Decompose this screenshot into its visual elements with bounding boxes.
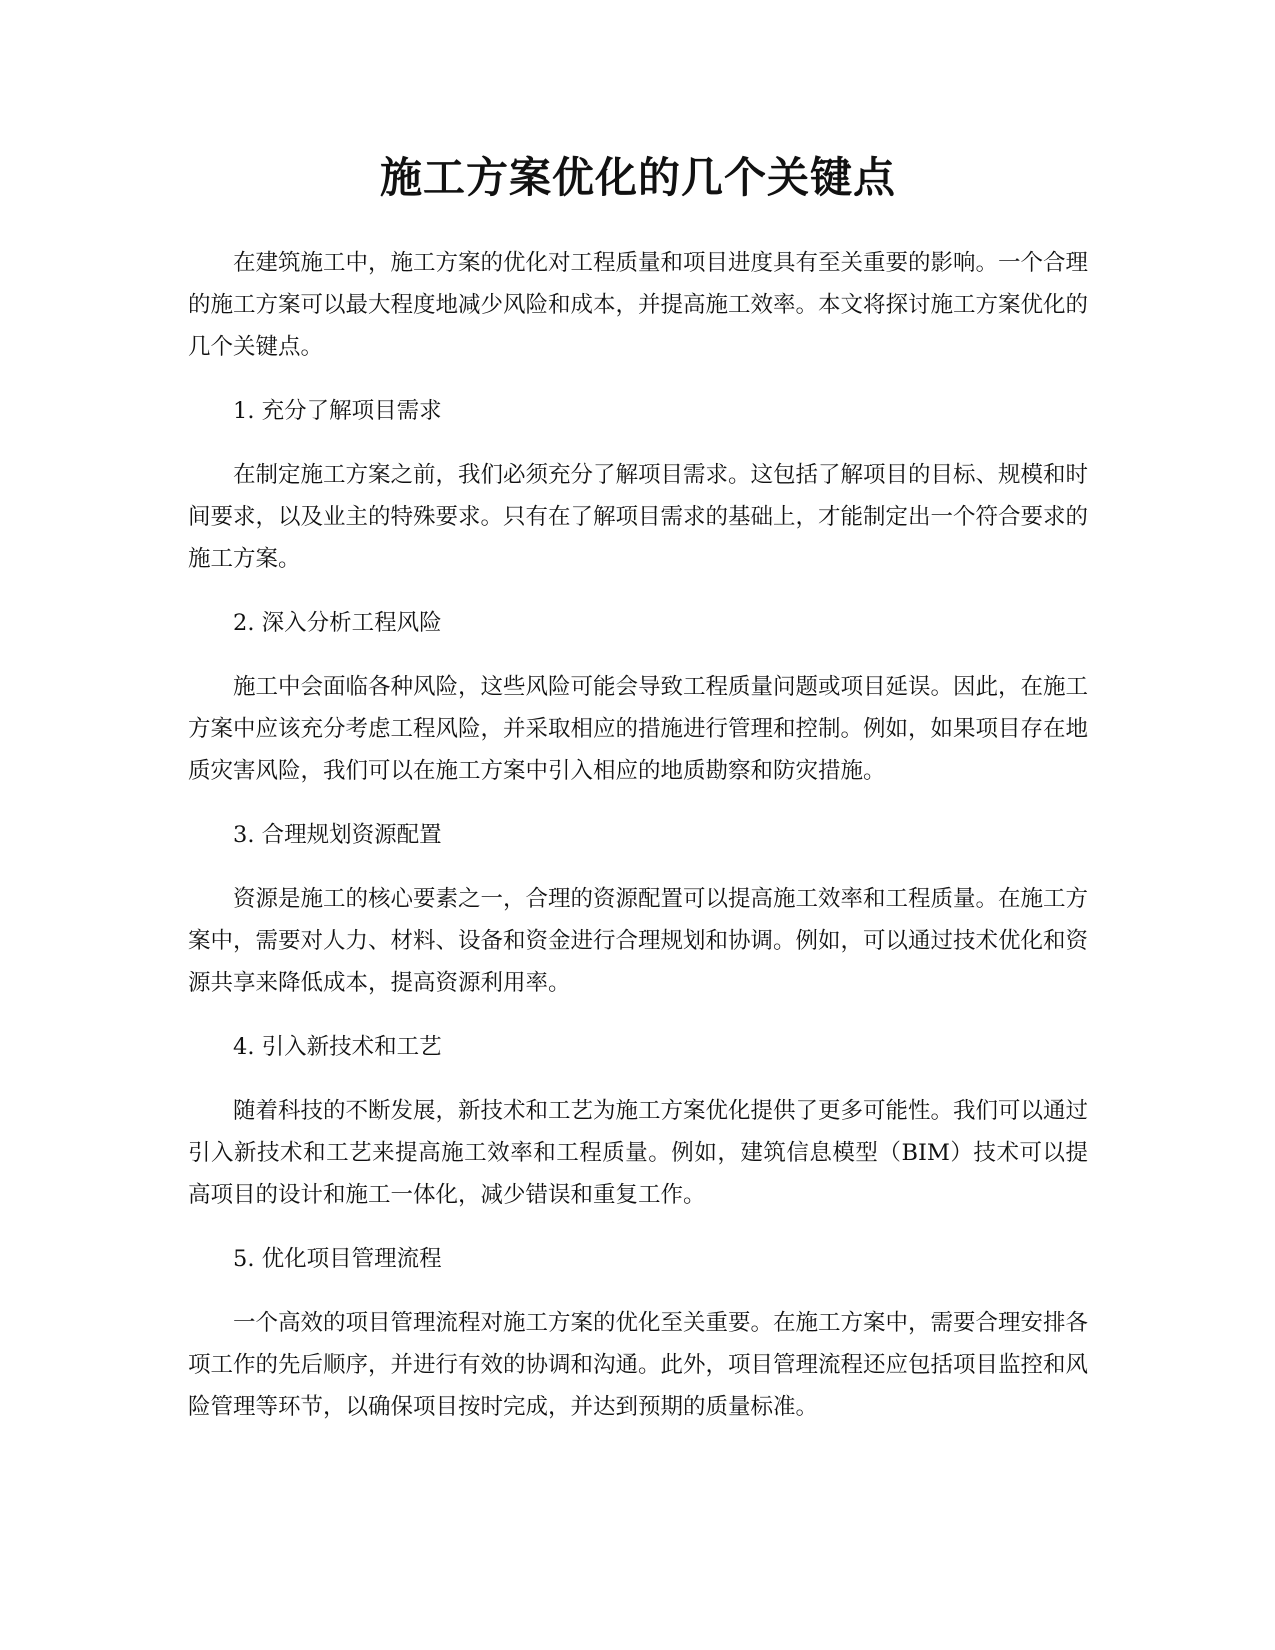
section-3-heading: 3. 合理规划资源配置 xyxy=(233,822,442,848)
section-5-heading: 5. 优化项目管理流程 xyxy=(233,1246,442,1272)
section-2-heading: 2. 深入分析工程风险 xyxy=(233,610,442,636)
section-1-body: 在制定施工方案之前，我们必须充分了解项目需求。这包括了解项目的目标、规模和时间要求，以及业主的特殊要求。只有在了解项目需求的基础上，才能制定出一个符合要求的施工方案。 xyxy=(188,462,1089,572)
section-1-heading: 1. 充分了解项目需求 xyxy=(233,398,442,424)
intro-paragraph: 在建筑施工中，施工方案的优化对工程质量和项目进度具有至关重要的影响。一个合理的施工方案可以最大程度地减少风险和成本，并提高施工效率。本文将探讨施工方案优化的几个关键点。 xyxy=(188,250,1089,360)
section-4-body: 随着科技的不断发展，新技术和工艺为施工方案优化提供了更多可能性。我们可以通过引入新技术和工艺来提高施工效率和工程质量。例如，建筑信息模型（BIM）技术可以提高项目的设计和施工一体化，减少错误和重复工作。 xyxy=(188,1098,1089,1208)
section-3-body: 资源是施工的核心要素之一，合理的资源配置可以提高施工效率和工程质量。在施工方案中，需要对人力、材料、设备和资金进行合理规划和协调。例如，可以通过技术优化和资源共享来降低成本，提高资源利用率。 xyxy=(188,886,1089,996)
section-5-body: 一个高效的项目管理流程对施工方案的优化至关重要。在施工方案中，需要合理安排各项工作的先后顺序，并进行有效的协调和沟通。此外，项目管理流程还应包括项目监控和风险管理等环节，以确保项目按时完成，并达到预期的质量标准。 xyxy=(188,1310,1089,1420)
section-4-heading: 4. 引入新技术和工艺 xyxy=(233,1034,442,1060)
document-page xyxy=(188,152,1088,1450)
section-2-body: 施工中会面临各种风险，这些风险可能会导致工程质量问题或项目延误。因此，在施工方案中应该充分考虑工程风险，并采取相应的措施进行管理和控制。例如，如果项目存在地质灾害风险，我们可以在施工方案中引入相应的地质勘察和防灾措施。 xyxy=(188,674,1089,784)
document-title: 施工方案优化的几个关键点 xyxy=(379,153,896,202)
